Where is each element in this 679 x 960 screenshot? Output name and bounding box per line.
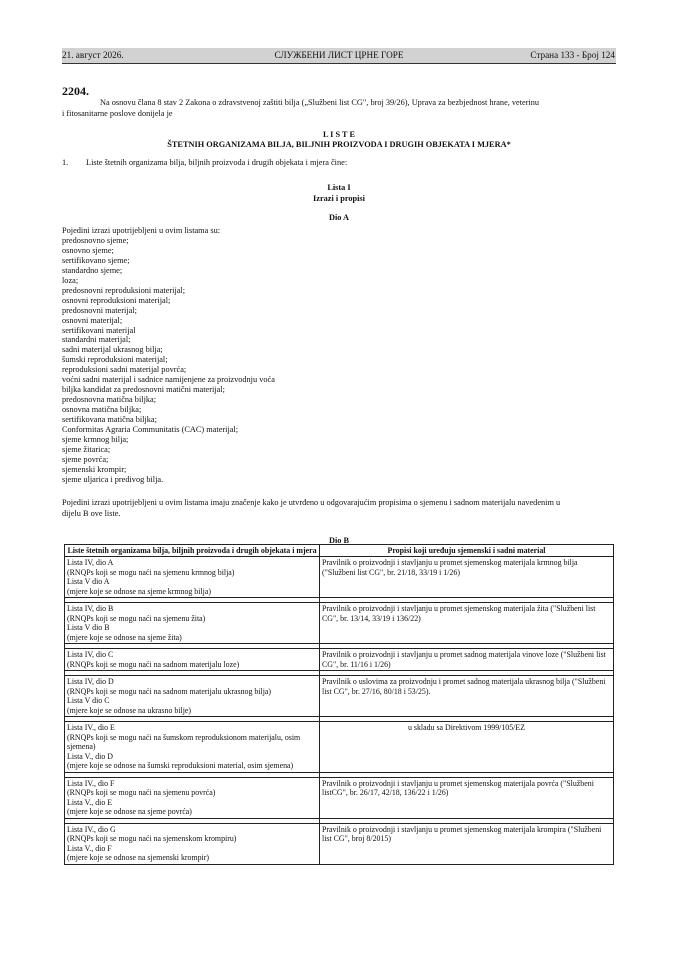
table-cell-lists: [65, 722, 320, 773]
term-item: osnovna matična biljka;: [62, 405, 142, 415]
term-item: predosnovna matična biljka;: [62, 395, 157, 405]
page-header: [62, 48, 616, 64]
table-row: [65, 777, 614, 818]
table-row: [65, 557, 614, 598]
term-item: sjeme uljarica i predivog bilja.: [62, 474, 164, 484]
list-reference: (mjere koje se odnose na sjeme krmnog bilja): [67, 586, 211, 596]
list-reference: (RNQPs koji se mogu naći na sadnom materijalu loze): [67, 659, 240, 669]
term-item: predosnovni reproduksioni materijal;: [62, 285, 186, 295]
list-reference: Lista IV., dio G: [67, 824, 116, 834]
closing-line-1: Pojedini izrazi upotrijebljeni u ovim listama imaju značenje kako je utvrđeno u odgovarajućim propisima o sjemenu i sadnom materijalu navedenim u: [62, 498, 561, 507]
term-item: sertifikovani materijal: [62, 325, 136, 335]
dio-b-title: Dio B: [328, 536, 350, 545]
closing-line-2: dijelu B ove liste.: [62, 508, 121, 518]
table-header-regulations: Propisi koji uređuju sjemenski i sadni material: [320, 545, 614, 557]
list-reference: Lista IV, dio B: [67, 604, 114, 614]
table-cell-lists: [65, 777, 320, 818]
doc-title-line-1: L I S T E: [323, 130, 355, 139]
paragraph-1: [62, 158, 347, 167]
term-item: predosnovno sjeme;: [62, 235, 129, 245]
list-reference: (RNQPs koji se mogu naći na sjemenu žita): [67, 613, 206, 623]
list-reference: Lista IV., dio F: [67, 778, 115, 788]
table-row: [65, 676, 614, 717]
list-reference: (mjere koje se odnose na šumski reproduksioni material, osim sjemena): [67, 761, 294, 771]
list-reference: Lista V dio A: [67, 577, 110, 587]
regulations-table: [64, 544, 614, 865]
list-reference: Lista V dio B: [67, 623, 110, 633]
doc-title-line-2: ŠTETNIH ORGANIZAMA BILJA, BILJNIH PROIZVODA I DRUGIH OBJEKATA I MJERA*: [167, 140, 511, 149]
term-item: osnovni materijal;: [62, 315, 123, 325]
table-row: [65, 722, 614, 773]
list-reference: Lista IV, dio C: [67, 650, 114, 660]
term-item: sjeme žitarica;: [62, 444, 111, 454]
list-reference: (RNQPs koji se mogu naći na sjemenu krmnog bilja): [67, 567, 235, 577]
table-cell-regulation: Pravilnik o proizvodnji i stavljanju u promet sjemenskog materijala krmnog bilja ("Službeni list CG", br. 21/18, 33/19 i 1/26): [320, 557, 614, 598]
table-header-lists: Liste štetnih organizama bilja, biljnih proizvoda i drugih objekata i mjera: [65, 545, 320, 557]
term-item: biljka kandidat za predosnovni matični materijal;: [62, 385, 225, 395]
term-item: osnovni reproduksioni materijal;: [62, 295, 171, 305]
table-cell-lists: [65, 649, 320, 671]
dio-a-title: Dio A: [328, 213, 350, 222]
list-reference: Lista IV, dio D: [67, 677, 114, 687]
intro-line-1: Na osnovu člana 8 stav 2 Zakona o zdravstvenoj zaštiti bilja („Službeni list CG", broj 39/26), Uprava za bezbjednost hrane, veterinu: [100, 98, 540, 107]
list-reference: (RNQPs koji se mogu naći na šumskom reproduksionom materijalu, osim sjemena): [67, 732, 301, 752]
list-reference: Lista V dio C: [67, 696, 110, 706]
table-body: [65, 557, 614, 865]
table-cell-lists: [65, 676, 320, 717]
term-item: osnovno sjeme;: [62, 245, 114, 255]
list-reference: (RNQPs koji se mogu naći na sjemenskom krompiru): [67, 834, 237, 844]
list-reference: (mjere koje se odnose na sjeme žita): [67, 632, 182, 642]
intro-paragraph: [62, 98, 616, 119]
table-cell-regulation: Pravilnik o proizvodnji i stavljanju u promet sjemenskog materijala povrća ("Službeni listCG", br. 26/17, 42/18, 136/22 i 1/26): [320, 777, 614, 818]
table-cell-regulation: Pravilnik o proizvodnji i stavljanju u promet sjemenskog materijala krompira ("Službeni list CG", broj 8/2015): [320, 823, 614, 864]
table-cell-lists: [65, 823, 320, 864]
terms-intro: Pojedini izrazi upotrijebljeni u ovim listama su:: [62, 226, 221, 235]
table-header-row: [65, 545, 614, 557]
intro-line-2: i fitosanitarne poslove donijela je: [62, 108, 173, 118]
table-row: [65, 603, 614, 644]
term-item: sertifikovana matična biljka;: [62, 415, 157, 425]
header-page-info: Страна 133 - Број 124: [530, 50, 615, 60]
term-item: reproduksioni sadni materijal povrća;: [62, 365, 187, 375]
list-reference: Lista IV, dio A: [67, 558, 114, 568]
term-item: standardno sjeme;: [62, 265, 123, 275]
table-row: [65, 823, 614, 864]
table-cell-lists: [65, 603, 320, 644]
list-reference: (RNQPs koji se mogu naći na sjemenu povrća): [67, 788, 216, 798]
list-reference: Lista V., dio F: [67, 843, 112, 853]
table-cell-regulation: Pravilnik o proizvodnji i stavljanju u promet sjemenskog materijala žita ("Službeni list CG", br. 13/14, 33/19 i 136/22): [320, 603, 614, 644]
list-reference: Lista V., dio D: [67, 751, 113, 761]
paragraph-1-text: Liste štetnih organizama bilja, biljnih proizvoda i drugih objekata i mjera čine:: [86, 158, 348, 167]
table-cell-lists: [65, 557, 320, 598]
term-item: sadni materijal ukrasnog bilja;: [62, 345, 163, 355]
closing-paragraph: [62, 498, 616, 519]
term-item: standardni materijal;: [62, 335, 131, 345]
terms-list: [62, 226, 616, 485]
list-reference: Lista IV., dio E: [67, 723, 115, 733]
term-item: loza;: [62, 275, 79, 285]
lista-1-title: Lista I: [327, 183, 351, 192]
list-reference: (mjere koje se odnose na sjemenski krompir): [67, 853, 209, 863]
table-cell-regulation: Pravilnik o uslovima za proizvodnju i promet sadnog materijala ukrasnog bilja ("Službeni list CG", br. 27/16, 80/18 i 53/25).: [320, 676, 614, 717]
paragraph-1-number: 1.: [62, 158, 69, 167]
term-item: sjemenski krompir;: [62, 464, 127, 474]
list-reference: (RNQPs koji se mogu naći na sadnom materijalu ukrasnog bilja): [67, 686, 272, 696]
term-item: voćni sadni materijal i sadnice namijenjene za proizvodnju voća: [62, 375, 275, 385]
table-cell-regulation: u skladu sa Direktivom 1999/105/EZ: [320, 722, 614, 773]
term-item: sjeme krmnog bilja;: [62, 435, 129, 445]
header-date: 21. август 2026.: [62, 50, 124, 60]
list-reference: (mjere koje se odnose na sjeme povrća): [67, 807, 192, 817]
lista-1-subtitle: Izrazi i propisi: [313, 194, 365, 203]
table-row: [65, 649, 614, 671]
term-item: sertifikovano sjeme;: [62, 255, 130, 265]
list-reference: Lista V., dio E: [67, 797, 113, 807]
table-cell-regulation: Pravilnik o proizvodnji i stavljanju u promet sadnog materijala vinove loze ("Službeni list CG", br. 11/16 i 1/26): [320, 649, 614, 671]
header-publication: СЛУЖБЕНИ ЛИСТ ЦРНЕ ГОРЕ: [274, 50, 404, 60]
term-item: predosnovni materijal;: [62, 305, 137, 315]
list-reference: (mjere koje se odnose na ukrasno bilje): [67, 705, 192, 715]
term-item: sjeme povrća;: [62, 454, 109, 464]
term-item: šumski reproduksioni materijal;: [62, 355, 168, 365]
term-item: Conformitas Agraria Communitatis (CAC) materijal;: [62, 425, 239, 435]
doc-number: 2204.: [62, 84, 89, 98]
